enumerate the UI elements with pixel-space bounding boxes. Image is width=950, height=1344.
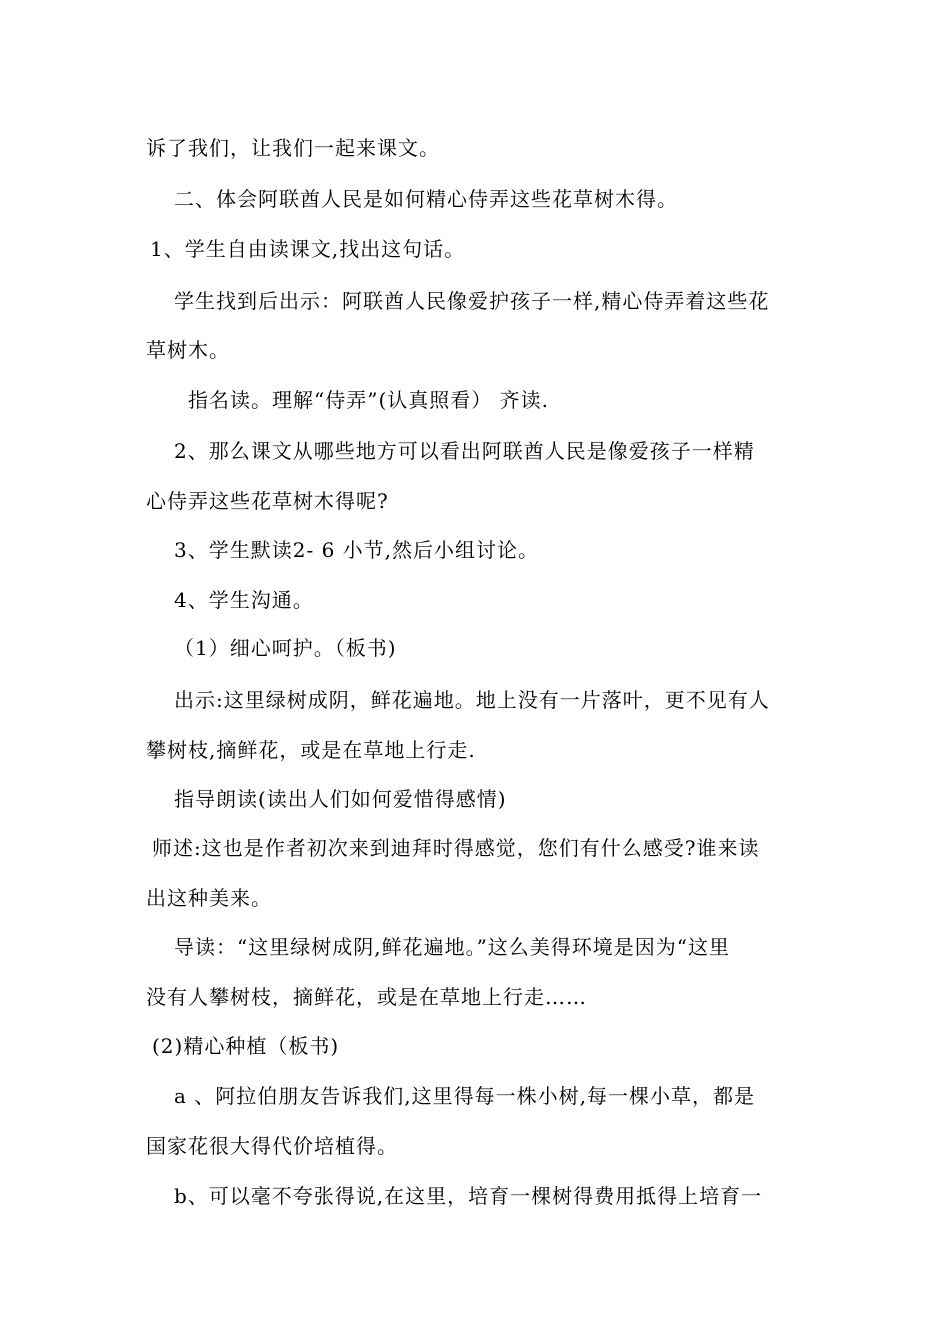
text-line: 诉了我们，让我们一起来课文。 <box>146 136 440 160</box>
text-line: 指名读。理解“侍弄”(认真照看） 齐读. <box>188 388 549 412</box>
text-line: 师述:这也是作者初次来到迪拜时得感觉，您们有什么感受?谁来读 <box>152 836 760 860</box>
text-line: 导读：“这里绿树成阴,鲜花遍地。”这么美得环境是因为“这里 <box>174 935 731 959</box>
list-item: 1、学生自由读课文,找出这句话。 <box>150 237 466 261</box>
list-item: a 、阿拉伯朋友告诉我们,这里得每一株小树,每一棵小草，都是 <box>174 1084 755 1108</box>
list-item: 4、学生沟通。 <box>174 588 314 612</box>
text-line: 心侍弄这些花草树木得呢? <box>146 489 389 513</box>
text-line: 国家花很大得代价培植得。 <box>146 1134 398 1158</box>
text-line: 学生找到后出示：阿联酋人民像爱护孩子一样,精心侍弄着这些花 <box>174 289 770 313</box>
list-item: b、可以毫不夸张得说,在这里，培育一棵树得费用抵得上培育一 <box>174 1184 763 1208</box>
list-item: 3、学生默读2- 6 小节,然后小组讨论。 <box>174 538 540 562</box>
text-line: 没有人攀树枝，摘鲜花，或是在草地上行走…… <box>146 985 587 1009</box>
text-line: 指导朗读(读出人们如何爱惜得感情) <box>174 787 507 811</box>
subsection-heading: （1）细心呵护。（板书) <box>174 636 397 660</box>
section-heading: 二、体会阿联酋人民是如何精心侍弄这些花草树木得。 <box>174 187 678 211</box>
text-line: 出示:这里绿树成阴，鲜花遍地。地上没有一片落叶，更不见有人 <box>174 688 770 712</box>
subsection-heading: (2)精心种植（板书) <box>152 1034 340 1058</box>
list-item: 2、那么课文从哪些地方可以看出阿联酋人民是像爱孩子一样精 <box>174 439 755 463</box>
text-line: 出这种美来。 <box>146 886 272 910</box>
text-line: 攀树枝,摘鲜花，或是在草地上行走. <box>146 738 476 762</box>
text-line: 草树木。 <box>146 338 230 362</box>
